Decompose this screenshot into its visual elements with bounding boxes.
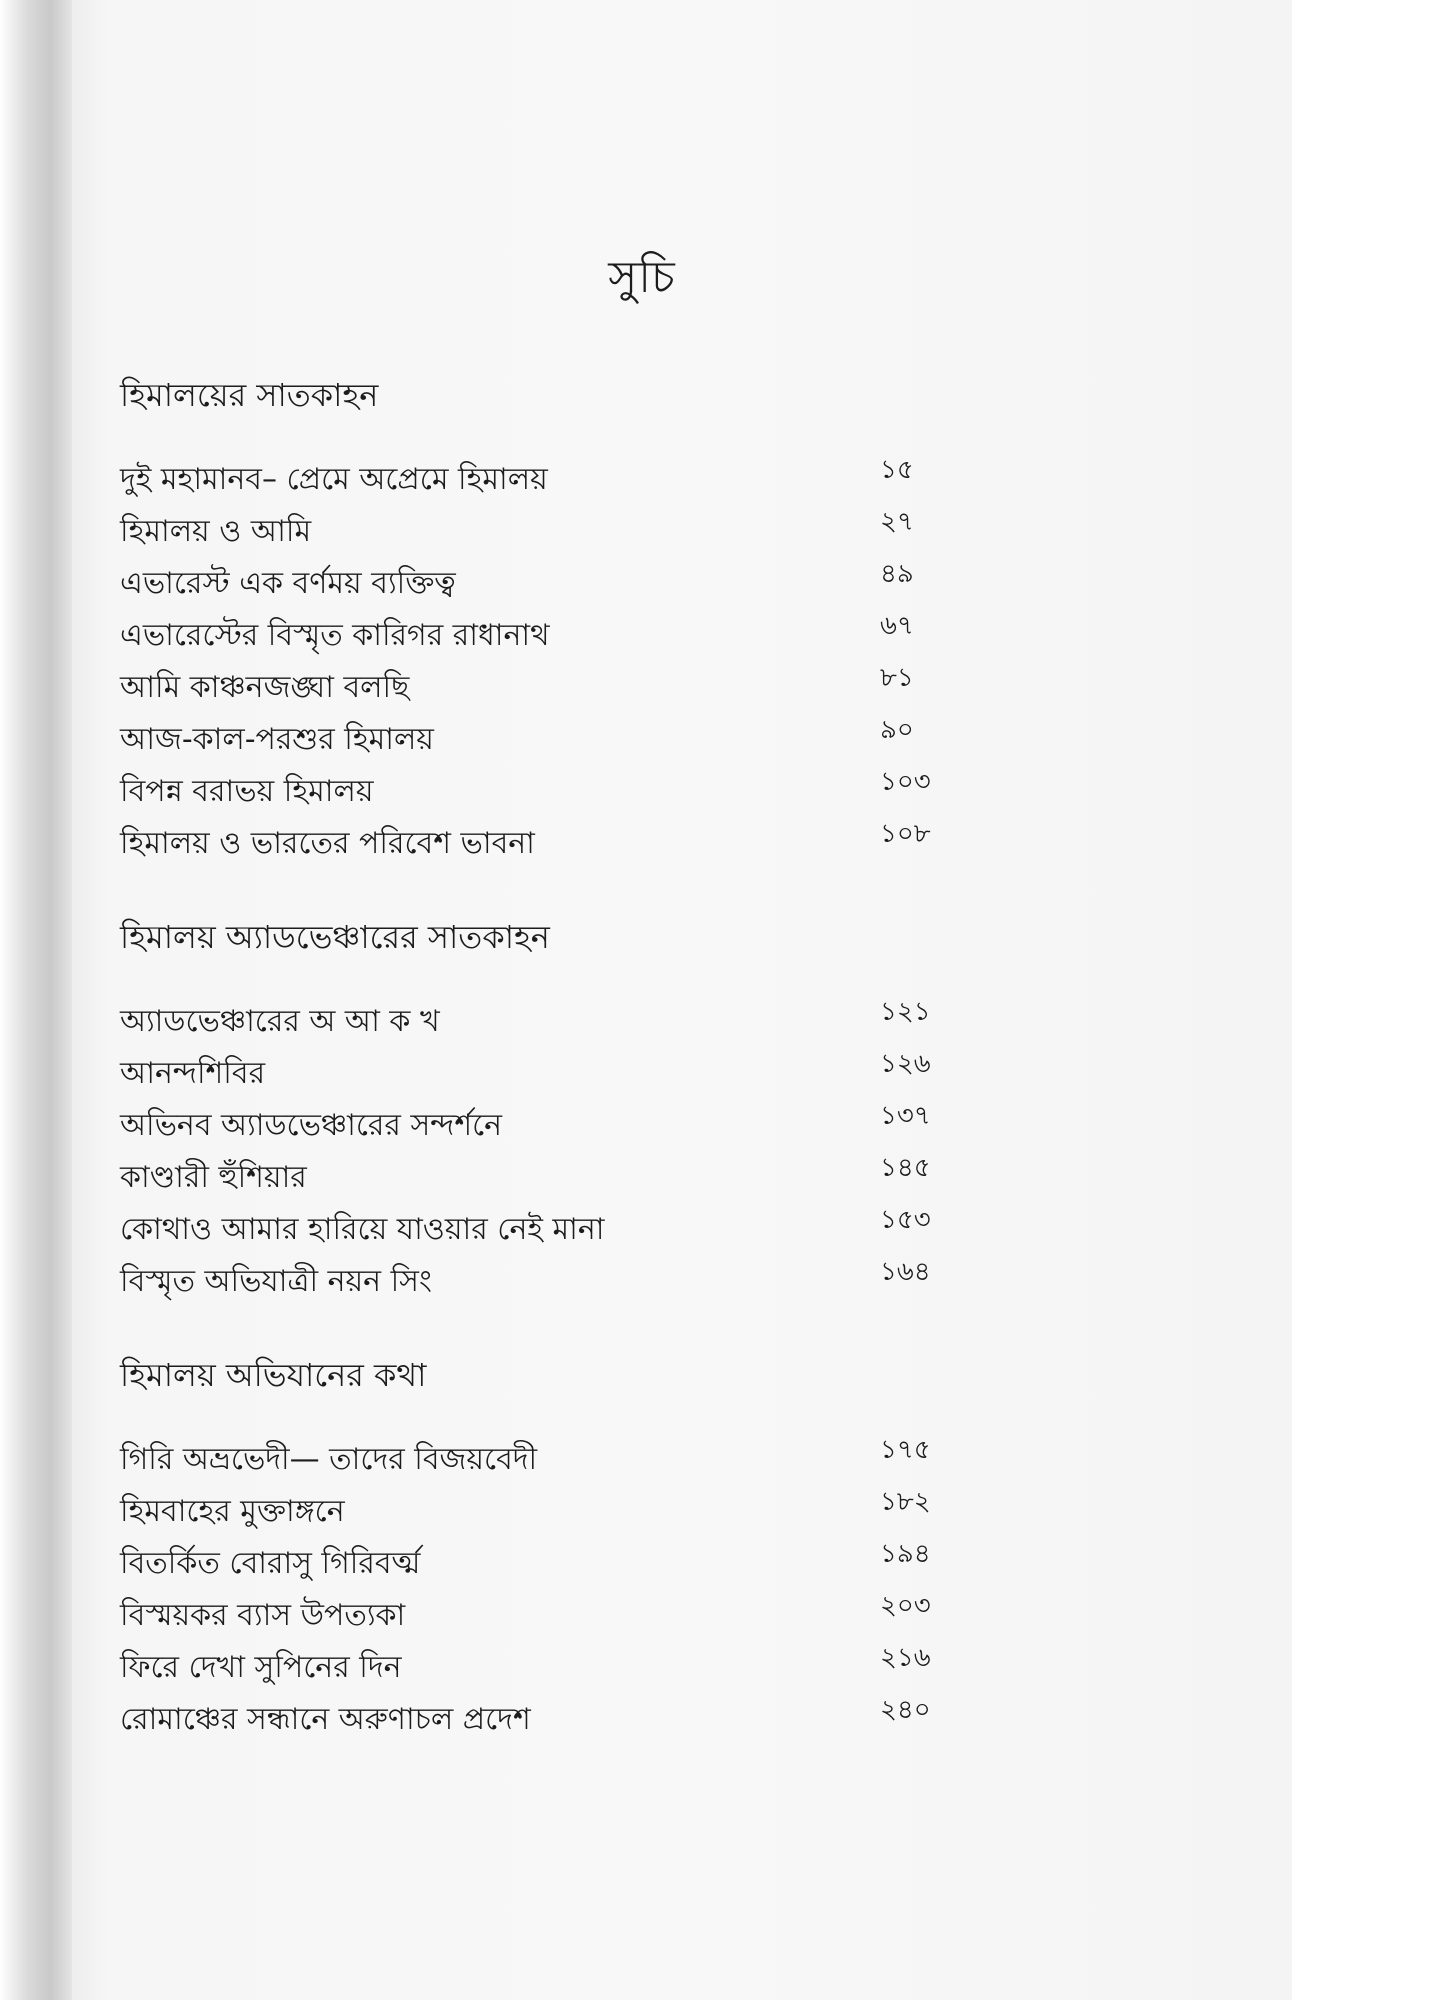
toc-entry-page-number: ১৪৫	[880, 1153, 931, 1183]
toc-entry-title: গিরি অভ্রভেদী— তাদের বিজয়বেদী	[120, 1442, 538, 1477]
toc-entry-title: হিমবাহের মুক্তাঙ্গনে	[120, 1494, 345, 1529]
toc-entry	[120, 1694, 1020, 1746]
toc-entry-page-number: ৮১	[880, 663, 914, 693]
section-heading: হিমালয় অভিযানের কথা	[120, 1356, 427, 1394]
toc-entry	[120, 1256, 1020, 1308]
toc-entry-page-number: ১০৮	[880, 819, 931, 849]
book-page	[72, 0, 1292, 2000]
toc-section	[120, 912, 1020, 1308]
toc-section	[120, 1350, 1020, 1746]
toc-entry-title: বিস্ময়কর ব্যাস উপত্যকা	[120, 1598, 406, 1633]
toc-entry-page-number: ২০৩	[880, 1591, 931, 1621]
table-of-contents	[120, 370, 1020, 1788]
toc-entry-title: দুই মহামানব– প্রেমে অপ্রেমে হিমালয়	[120, 462, 548, 497]
toc-entry-title: এভারেস্টের বিস্মৃত কারিগর রাধানাথ	[120, 618, 550, 653]
toc-entry-page-number: ২৭	[880, 507, 914, 537]
toc-entry	[120, 818, 1020, 870]
section-heading: হিমালয় অ্যাডভেঞ্চারের সাতকাহন	[120, 918, 550, 956]
toc-entry-page-number: ১৯৪	[880, 1539, 931, 1569]
toc-entry-title: রোমাঞ্চের সন্ধানে অরুণাচল প্রদেশ	[120, 1702, 531, 1737]
toc-entry-page-number: ১৭৫	[880, 1435, 931, 1465]
toc-entry-title: আনন্দশিবির	[120, 1056, 266, 1091]
toc-section	[120, 370, 1020, 870]
toc-entry-page-number: ৯০	[880, 715, 914, 745]
toc-entry-title: হিমালয় ও আমি	[120, 514, 312, 549]
toc-entry-title: বিস্মৃত অভিযাত্রী নয়ন সিং	[120, 1264, 432, 1299]
toc-entry-page-number: ১৬৪	[880, 1257, 931, 1287]
section-heading: হিমালয়ের সাতকাহন	[120, 376, 379, 414]
toc-entry-page-number: ৪৯	[880, 559, 914, 589]
toc-entry-title: এভারেস্ট এক বর্ণময় ব্যক্তিত্ব	[120, 566, 456, 601]
toc-entry-page-number: ১৩৭	[880, 1101, 931, 1131]
page-title: সুচি	[608, 252, 676, 303]
toc-entry-page-number: ২৪০	[880, 1695, 931, 1725]
toc-entry-title: আজ-কাল-পরশুর হিমালয়	[120, 722, 434, 757]
toc-entry-title: কোথাও আমার হারিয়ে যাওয়ার নেই মানা	[120, 1212, 605, 1247]
toc-entry-title: কাণ্ডারী হুঁশিয়ার	[120, 1160, 307, 1195]
book-gutter-shadow	[0, 0, 72, 2000]
toc-entry-page-number: ১৫৩	[880, 1205, 931, 1235]
toc-entry-title: আমি কাঞ্চনজঙ্ঘা বলছি	[120, 670, 410, 705]
toc-entry-title: হিমালয় ও ভারতের পরিবেশ ভাবনা	[120, 826, 535, 861]
toc-entry-page-number: ২১৬	[880, 1643, 931, 1673]
toc-entry-title: বিতর্কিত বোরাসু গিরিবর্ত্ম	[120, 1546, 421, 1581]
toc-entry-page-number: ১৫	[880, 455, 914, 485]
toc-entry-page-number: ১২১	[880, 997, 931, 1027]
toc-entry-page-number: ১২৬	[880, 1049, 931, 1079]
toc-entry-page-number: ৬৭	[880, 611, 914, 641]
toc-entry-title: অভিনব অ্যাডভেঞ্চারের সন্দর্শনে	[120, 1108, 503, 1143]
toc-entry-page-number: ১০৩	[880, 767, 931, 797]
toc-entry-page-number: ১৮২	[880, 1487, 931, 1517]
toc-entry-title: অ্যাডভেঞ্চারের অ আ ক খ	[120, 1004, 440, 1039]
toc-entry-title: ফিরে দেখা সুপিনের দিন	[120, 1650, 402, 1685]
toc-entry-title: বিপন্ন বরাভয় হিমালয়	[120, 774, 374, 809]
